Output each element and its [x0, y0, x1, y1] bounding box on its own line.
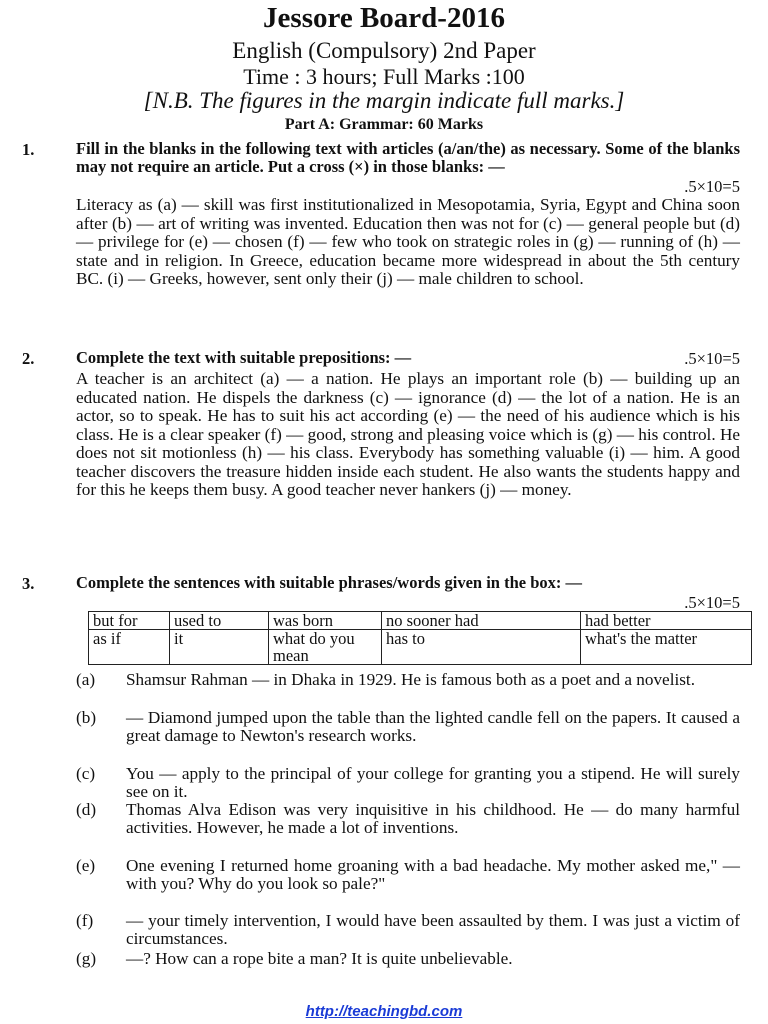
q3-item-e	[76, 857, 740, 893]
phrase-cell: used to	[170, 612, 269, 630]
phrase-row	[89, 630, 752, 665]
item-text: Shamsur Rahman — in Dhaka in 1929. He is famous both as a poet and a novelist.	[126, 670, 696, 689]
phrase-cell: has to	[382, 630, 581, 665]
q3-item-f	[76, 912, 740, 948]
item-label: (g)	[76, 949, 97, 968]
item-label: (e)	[76, 856, 96, 875]
q1-instruction: Fill in the blanks in the following text with articles (a/an/the) as necessary. Some of the blanks may not require an article. Put a cross (×) in those blanks: —	[76, 139, 740, 176]
q3-instruction: Complete the sentences with suitable phrases/words given in the box: —	[76, 573, 582, 592]
item-label: (b)	[76, 708, 97, 727]
item-text: One evening I returned home groaning with a bad headache. My mother asked me," — with you? Why do you look so pale?"	[126, 856, 740, 893]
q1-number: 1.	[22, 140, 35, 159]
item-text: — Diamond jumped upon the table than the lighted candle fell on the papers. It caused a great damage to Newton's research works.	[126, 708, 740, 745]
q3-number: 3.	[22, 574, 35, 593]
time-marks: Time : 3 hours; Full Marks :100	[243, 64, 525, 89]
item-text: —? How can a rope bite a man? It is quite unbelievable.	[126, 949, 513, 968]
q3-item-g	[76, 950, 740, 968]
item-label: (f)	[76, 911, 94, 930]
phrase-cell: had better	[581, 612, 752, 630]
item-text: You — apply to the principal of your college for granting you a stipend. He will surely see on it.	[126, 764, 740, 801]
q2-marks: .5×10=5	[684, 349, 740, 368]
q2-number: 2.	[22, 349, 35, 368]
item-text: Thomas Alva Edison was very inquisitive in his childhood. He — do many harmful activities. However, he made a lot of inventions.	[126, 800, 740, 837]
phrase-cell: what's the matter	[581, 630, 752, 665]
phrase-cell: as if	[89, 630, 170, 665]
item-label: (d)	[76, 800, 97, 819]
q1-text: Literacy as (a) — skill was first institutionalized in Mesopotamia, Syria, Egypt and China soon after (b) — art of writing was invented. Education then was not for (c) — general people but (d) — privilege for (e) — chosen (f) — few who took on strategic roles in (g) — running of (h) — state and in religion. In Greece, education became more widespread in about the 5th century BC. (i) — Greeks, however, sent only their (j) — male children to school.	[76, 195, 740, 288]
subject-title: English (Compulsory) 2nd Paper	[232, 38, 536, 63]
q3-item-c	[76, 765, 740, 801]
phrase-cell: what do you mean	[269, 630, 382, 665]
phrase-row	[89, 612, 752, 630]
q3-item-d	[76, 801, 740, 837]
q2-instruction: Complete the text with suitable prepositions: —	[76, 348, 412, 367]
item-label: (a)	[76, 670, 96, 689]
website-link[interactable]: http://teachingbd.com	[305, 1003, 463, 1020]
q3-marks: .5×10=5	[684, 593, 740, 612]
q1-marks: .5×10=5	[684, 177, 740, 196]
board-title: Jessore Board-2016	[263, 2, 505, 34]
q3-item-a	[76, 671, 740, 689]
phrase-cell: was born	[269, 612, 382, 630]
note: [N.B. The figures in the margin indicate full marks.]	[143, 88, 625, 113]
q2-text: A teacher is an architect (a) — a nation. He plays an important role (b) — building up an educated nation. He dispels the darkness (c) — ignorance (d) — the lot of a nation. He is an actor, so to speak. He has to suit his act according (e) — the need of his audience which is his class. He is a clear speaker (f) — good, strong and pleasing voice which is (g) — his control. He does not sit motionless (h) — his class. Everybody has something valuable (i) — him. A good teacher discovers the treasure hidden inside each student. He also wants the students happy and for this he keeps them busy. A good teacher never hankers (j) — money.	[76, 369, 740, 499]
q3-item-b	[76, 709, 740, 745]
item-text: — your timely intervention, I would have been assaulted by them. I was just a victim of circumstances.	[126, 911, 740, 948]
phrase-box	[88, 611, 752, 665]
phrase-cell: no sooner had	[382, 612, 581, 630]
phrase-cell: it	[170, 630, 269, 665]
item-label: (c)	[76, 764, 96, 783]
phrase-cell: but for	[89, 612, 170, 630]
part-heading: Part A: Grammar: 60 Marks	[284, 116, 484, 133]
